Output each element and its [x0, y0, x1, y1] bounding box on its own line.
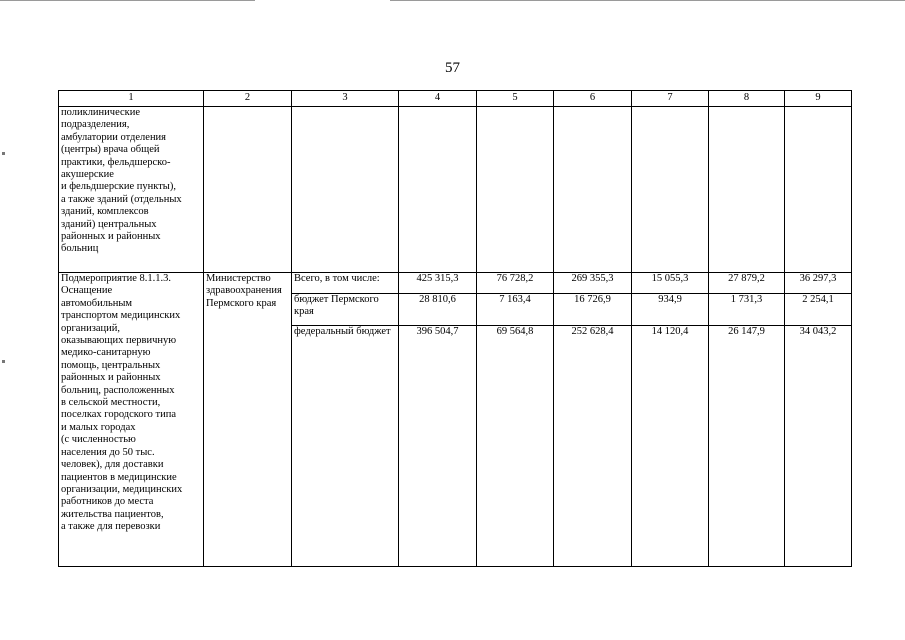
empty-cell [204, 107, 292, 273]
continuation-text: поликлинические подразделения, амбулатории отделения (центры) врача общей практики, фельдшерско- акушерские и фельдшерские пункты), а также зданий (отдельных зданий, комплексов зданий) центральных районных и районных больниц [59, 107, 204, 273]
scan-speck [2, 360, 5, 363]
value-cell: 2 254,1 [785, 294, 852, 326]
value-cell: 76 728,2 [477, 273, 554, 294]
scan-speck [2, 152, 5, 155]
col-number: 9 [785, 91, 852, 107]
col-number: 5 [477, 91, 554, 107]
value-cell: 252 628,4 [554, 326, 632, 567]
empty-cell [477, 107, 554, 273]
column-number-row [59, 91, 852, 107]
col-number: 1 [59, 91, 204, 107]
value-cell: 7 163,4 [477, 294, 554, 326]
value-cell: 269 355,3 [554, 273, 632, 294]
budget-table [58, 90, 852, 567]
value-cell: 26 147,9 [709, 326, 785, 567]
empty-cell [399, 107, 477, 273]
empty-cell [632, 107, 709, 273]
continuation-row [59, 107, 852, 273]
page-number: 57 [445, 60, 460, 76]
empty-cell [554, 107, 632, 273]
scan-edge-line-right [390, 0, 905, 1]
empty-cell [292, 107, 399, 273]
value-cell: 396 504,7 [399, 326, 477, 567]
value-cell: 36 297,3 [785, 273, 852, 294]
value-cell: 14 120,4 [632, 326, 709, 567]
value-cell: 69 564,8 [477, 326, 554, 567]
col-number: 6 [554, 91, 632, 107]
funding-source: Всего, в том числе: [292, 273, 399, 294]
subevent-description: Подмероприятие 8.1.1.3. Оснащение автомобильным транспортом медицинских организаций, оказывающих первичную медико-санитарную помощь, центральных районных и районных больниц, расположенных в сельской местности, поселках городского типа и малых городах (с численностью населения до 50 тыс. человек), для доставки пациентов в медицинские организации, медицинских работников до места жительства пациентов, а также для перевозки [59, 273, 204, 567]
value-cell: 15 055,3 [632, 273, 709, 294]
col-number: 2 [204, 91, 292, 107]
empty-cell [709, 107, 785, 273]
col-number: 8 [709, 91, 785, 107]
value-cell: 16 726,9 [554, 294, 632, 326]
value-cell: 27 879,2 [709, 273, 785, 294]
value-cell: 1 731,3 [709, 294, 785, 326]
funding-source: бюджет Пермского края [292, 294, 399, 326]
value-cell: 28 810,6 [399, 294, 477, 326]
col-number: 4 [399, 91, 477, 107]
total-row [59, 273, 852, 294]
scan-edge-line-left [0, 0, 255, 1]
value-cell: 34 043,2 [785, 326, 852, 567]
empty-cell [785, 107, 852, 273]
col-number: 3 [292, 91, 399, 107]
value-cell: 934,9 [632, 294, 709, 326]
funding-source: федеральный бюджет [292, 326, 399, 567]
value-cell: 425 315,3 [399, 273, 477, 294]
executor-cell: Министерство здравоохранения Пермского края [204, 273, 292, 567]
col-number: 7 [632, 91, 709, 107]
